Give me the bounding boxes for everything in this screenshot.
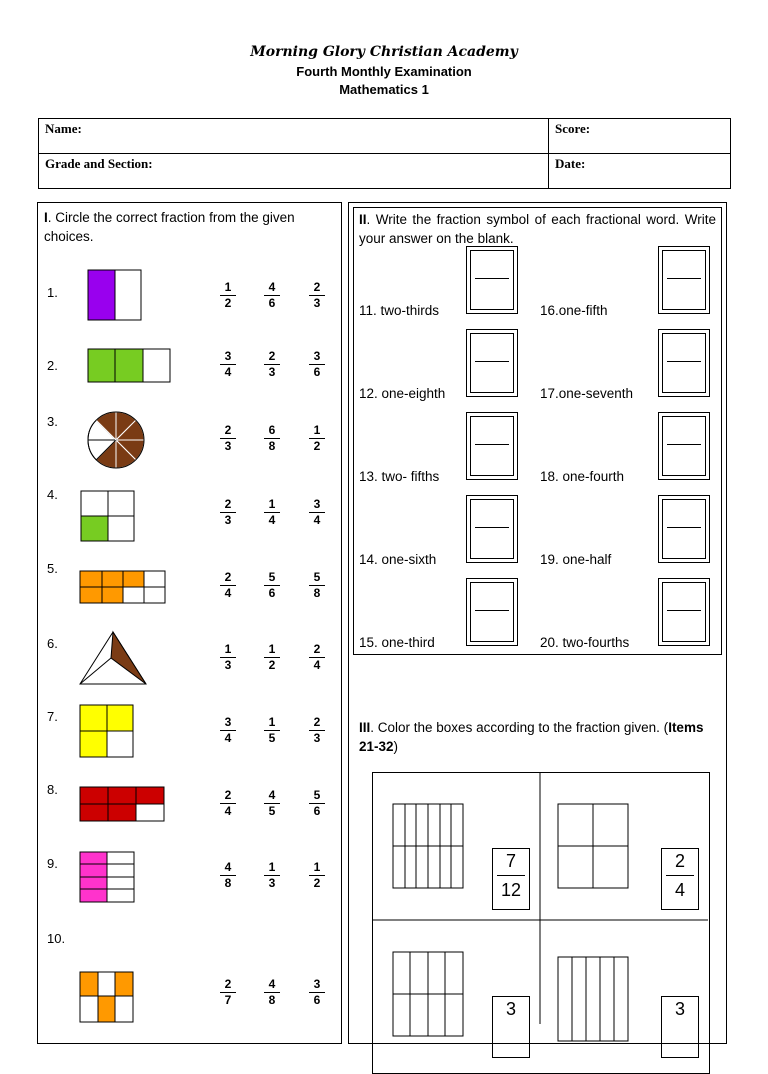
fraction-choice[interactable]: 1 2	[309, 424, 325, 453]
fraction-choice[interactable]: 1 3	[220, 643, 236, 672]
fraction-choice[interactable]: 3 6	[309, 978, 325, 1007]
score-label: Score:	[555, 121, 591, 136]
fraction-choice[interactable]: 1 2	[264, 643, 280, 672]
color-shape-sixths[interactable]	[393, 952, 463, 1036]
fraction-card-4: 3	[661, 996, 699, 1058]
color-shape-twelfths[interactable]	[393, 804, 463, 888]
fraction-card-3: 3	[492, 996, 530, 1058]
fraction-choice[interactable]: 2 3	[220, 424, 236, 453]
fraction-choice[interactable]: 3 4	[220, 350, 236, 379]
word-item-20: 20. two-fourths	[540, 635, 630, 650]
fraction-choice[interactable]: 3 4	[309, 498, 325, 527]
item-number: 9.	[47, 856, 58, 871]
fraction-choice[interactable]: 3 4	[220, 716, 236, 745]
item-number: 10.	[47, 931, 66, 946]
name-label: Name:	[45, 121, 82, 136]
school-name: Morning Glory Christian Academy	[250, 44, 518, 60]
fraction-card-2: 2 4	[661, 848, 699, 910]
fraction-card-21: 7 12	[492, 848, 530, 910]
fraction-choice[interactable]: 2 3	[264, 350, 280, 379]
fraction-choice[interactable]: 2 3	[309, 281, 325, 310]
fraction-choice[interactable]: 1 2	[220, 281, 236, 310]
fraction-choice[interactable]: 1 5	[264, 716, 280, 745]
fraction-choice[interactable]: 2 7	[220, 978, 236, 1007]
item-number: 1.	[47, 285, 58, 300]
fraction-choice[interactable]: 4 6	[264, 281, 280, 310]
fraction-choice[interactable]: 1 2	[309, 861, 325, 890]
word-item-13: 13. two- fifths	[359, 469, 440, 484]
subject-title: Mathematics 1	[339, 82, 429, 97]
word-item-14: 14. one-sixth	[359, 552, 437, 567]
item-number: 4.	[47, 487, 58, 502]
fraction-choice[interactable]: 2 4	[220, 571, 236, 600]
item-number: 5.	[47, 561, 58, 576]
word-item-11: 11. two-thirds	[359, 303, 440, 318]
word-item-16: 16.one-fifth	[540, 303, 608, 318]
word-item-17: 17.one-seventh	[540, 386, 634, 401]
fraction-choice[interactable]: 5 8	[309, 571, 325, 600]
fraction-choice[interactable]: 4 5	[264, 789, 280, 818]
item-number: 2.	[47, 358, 58, 373]
fraction-choice[interactable]: 2 4	[309, 643, 325, 672]
word-item-19: 19. one-half	[540, 552, 612, 567]
part-1-instruction: I. Circle the correct fraction from the given choices.	[44, 210, 295, 244]
fraction-choice[interactable]: 4 8	[264, 978, 280, 1007]
fraction-choice[interactable]: 2 4	[220, 789, 236, 818]
fraction-choice[interactable]: 5 6	[264, 571, 280, 600]
item-number: 7.	[47, 709, 58, 724]
fraction-choice[interactable]: 6 8	[264, 424, 280, 453]
item-number: 6.	[47, 636, 58, 651]
fraction-choice[interactable]: 4 8	[220, 861, 236, 890]
fraction-choice[interactable]: 1 4	[264, 498, 280, 527]
exam-title: Fourth Monthly Examination	[296, 64, 472, 79]
fraction-choice[interactable]: 2 3	[220, 498, 236, 527]
color-shape-fifths[interactable]	[558, 957, 628, 1041]
word-item-15: 15. one-third	[359, 635, 435, 650]
part-3-instruction: III. Color the boxes according to the fraction given. (Items 21-32)	[359, 720, 704, 754]
date-label: Date:	[555, 156, 586, 171]
grade-section-label: Grade and Section:	[45, 156, 153, 171]
fraction-choice[interactable]: 3 6	[309, 350, 325, 379]
fraction-choice[interactable]: 5 6	[309, 789, 325, 818]
word-item-12: 12. one-eighth	[359, 386, 446, 401]
part-2-instruction: II. Write the fraction symbol of each fractional word. Write your answer on the blank.	[359, 212, 716, 246]
color-shape-fourths[interactable]	[558, 804, 628, 888]
item-number: 8.	[47, 782, 58, 797]
word-item-18: 18. one-fourth	[540, 469, 625, 484]
fraction-choice[interactable]: 2 3	[309, 716, 325, 745]
fraction-choice[interactable]: 1 3	[264, 861, 280, 890]
item-number: 3.	[47, 414, 58, 429]
